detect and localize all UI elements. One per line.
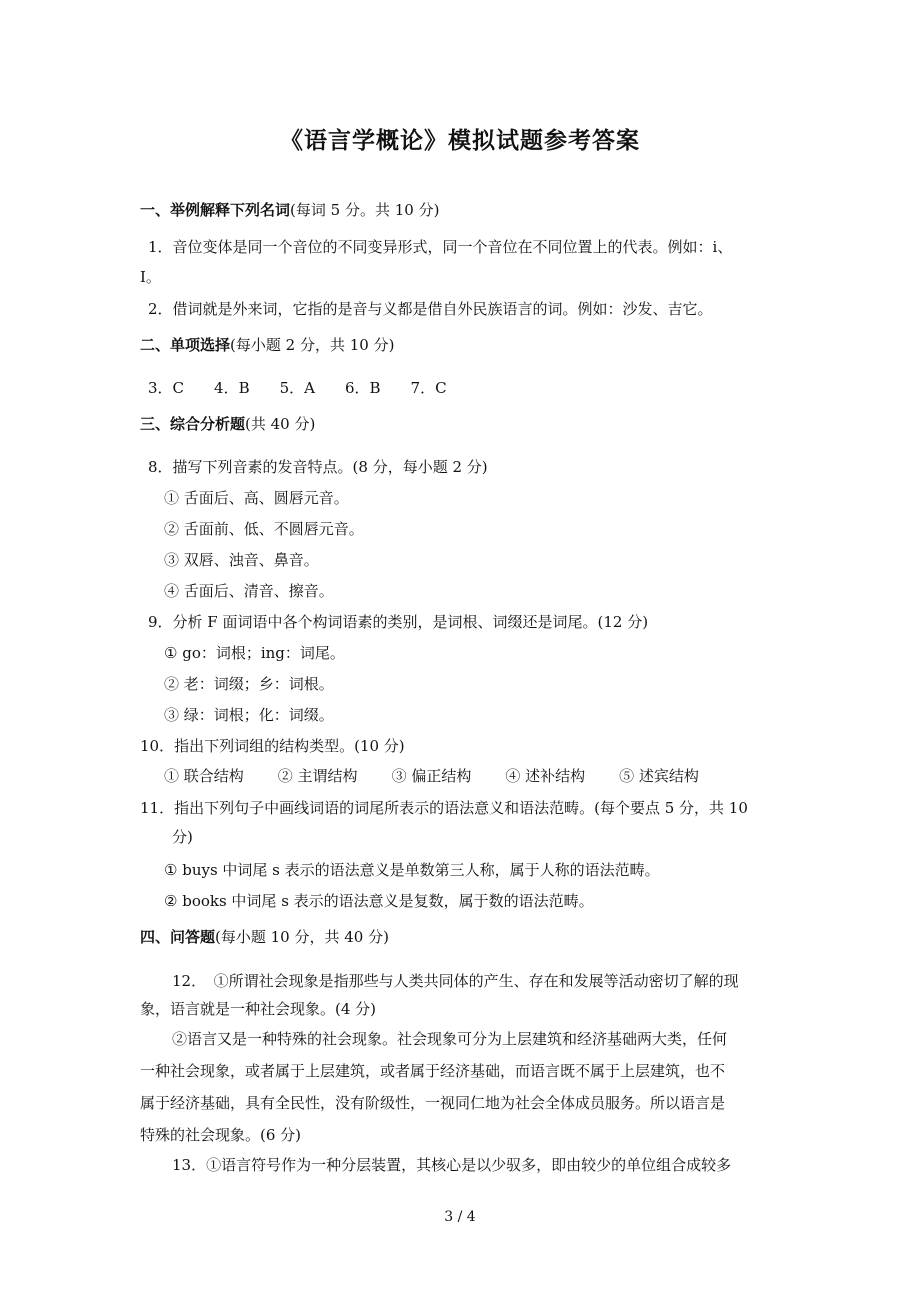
- answer-1-line-2: I。: [140, 268, 161, 286]
- answer-12-line: 属于经济基础，具有全民性，没有阶级性，一视同仁地为社会全体成员服务。所以语言是: [140, 1094, 726, 1112]
- section-2-heading: [140, 336, 394, 354]
- question-8-item: ④ 舌面后、清音、擦音。: [164, 582, 334, 600]
- question-11-line-1: 11．指出下列句子中画线词语的词尾所表示的语法意义和语法范畴。(每个要点 5 分，共 10: [140, 799, 748, 817]
- page-number: 3 / 4: [444, 1209, 476, 1225]
- question-11-line-2: 分): [172, 828, 193, 846]
- section-1-note: (每词 5 分。共 10 分): [290, 201, 440, 219]
- answer-12-line: 象，语言就是一种社会现象。(4 分): [140, 1000, 377, 1018]
- question-10-option: ③ 偏正结构: [391, 767, 472, 785]
- question-8-item: ③ 双唇、浊音、鼻音。: [164, 551, 319, 569]
- answer-2: 2．借词就是外来词，它指的是音与义都是借自外民族语言的词。例如：沙发、吉它。: [148, 300, 713, 318]
- question-10-option: ④ 述补结构: [505, 767, 586, 785]
- question-9: 9．分析 F 面词语中各个构词语素的类别，是词根、词缀还是词尾。(12 分): [148, 613, 649, 631]
- question-8-item: ② 舌面前、低、不圆唇元音。: [164, 520, 364, 538]
- answer-1-line-1: 1．音位变体是同一个音位的不同变异形式，同一个音位在不同位置上的代表。例如：i、: [148, 238, 733, 256]
- question-8-item: ① 舌面后、高、圆唇元音。: [164, 489, 349, 507]
- question-11-item: ① buys 中词尾 s 表示的语法意义是单数第三人称，属于人称的语法范畴。: [164, 861, 660, 879]
- multiple-choice-answers: 3．C 4．B 5．A 6．B 7．C: [148, 379, 447, 397]
- section-3-heading: [140, 415, 315, 433]
- question-10-option: ⑤ 述宾结构: [619, 767, 699, 785]
- section-3-title: 三、综合分析题: [140, 415, 246, 433]
- section-1-heading: [140, 201, 439, 219]
- answer-12-line: ②语言又是一种特殊的社会现象。社会现象可分为上层建筑和经济基础两大类，任何: [172, 1030, 728, 1048]
- question-9-item: ① go：词根；ing：词尾。: [164, 644, 345, 662]
- question-10-options: [164, 767, 733, 785]
- section-2-note: (每小题 2 分，共 10 分): [230, 336, 395, 354]
- question-9-item: ③ 绿：词根；化：词缀。: [164, 706, 334, 724]
- answer-12-line: 特殊的社会现象。(6 分): [140, 1126, 302, 1144]
- answer-12-line: 12． ①所谓社会现象是指那些与人类共同体的产生、存在和发展等活动密切了解的现: [172, 972, 739, 990]
- question-10: 10．指出下列词组的结构类型。(10 分): [140, 737, 405, 755]
- page-title: 《语言学概论》模拟试题参考答案: [280, 128, 640, 154]
- question-9-item: ② 老：词缀；乡：词根。: [164, 675, 334, 693]
- section-4-note: (每小题 10 分，共 40 分): [215, 928, 389, 946]
- answer-13-line: 13．①语言符号作为一种分层装置，其核心是以少驭多，即由较少的单位组合成较多: [172, 1156, 732, 1174]
- section-4-heading: [140, 928, 389, 946]
- section-4-title: 四、问答题: [140, 928, 216, 946]
- question-11-item: ② books 中词尾 s 表示的语法意义是复数，属于数的语法范畴。: [164, 892, 594, 910]
- question-8: 8．描写下列音素的发音特点。(8 分，每小题 2 分): [148, 458, 488, 476]
- question-10-option: ② 主谓结构: [277, 767, 358, 785]
- section-3-note: (共 40 分): [245, 415, 316, 433]
- section-2-title: 二、单项选择: [140, 336, 231, 354]
- question-10-option: ① 联合结构: [164, 767, 244, 785]
- section-1-title: 一、举例解释下列名词: [140, 201, 291, 219]
- answer-12-line: 一种社会现象，或者属于上层建筑，或者属于经济基础，而语言既不属于上层建筑，也不: [140, 1062, 726, 1080]
